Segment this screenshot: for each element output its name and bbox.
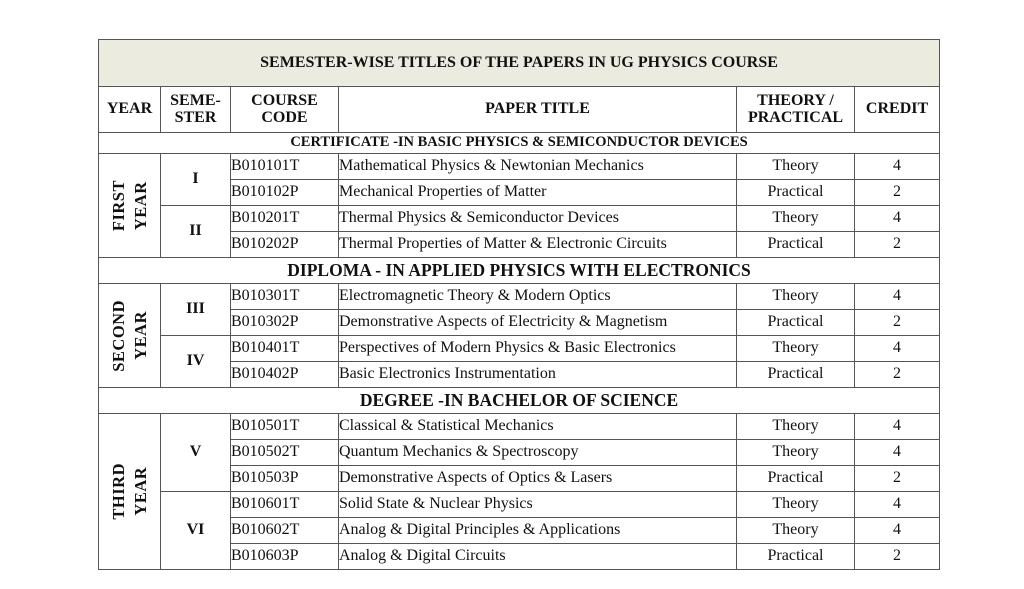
year-label-wrap [99, 300, 160, 372]
credit-cell: 2 [855, 362, 940, 388]
credit-cell: 4 [855, 440, 940, 466]
type-cell: Practical [737, 466, 855, 492]
section-heading-row [99, 258, 940, 284]
credit-cell: 2 [855, 544, 940, 570]
header-year [99, 87, 161, 133]
header-type-line1: THEORY / [757, 91, 834, 109]
paper-title-cell: Thermal Properties of Matter & Electronic Circuits [339, 232, 737, 258]
year-label-line1: SECOND [108, 299, 128, 372]
header-credit [855, 87, 940, 133]
section-heading-row [99, 133, 940, 154]
section-heading: CERTIFICATE -IN BASIC PHYSICS & SEMICONDUCTOR DEVICES [99, 133, 940, 154]
header-paper-title [339, 87, 737, 133]
paper-title-cell: Thermal Physics & Semiconductor Devices [339, 206, 737, 232]
course-code-cell: B010603P [231, 544, 339, 570]
table-row [99, 414, 940, 440]
paper-title-cell: Classical & Statistical Mechanics [339, 414, 737, 440]
paper-title-cell: Demonstrative Aspects of Optics & Lasers [339, 466, 737, 492]
header-code-line2: CODE [261, 108, 308, 126]
type-cell: Theory [737, 440, 855, 466]
year-cell [99, 284, 161, 388]
section-heading: DEGREE -IN BACHELOR OF SCIENCE [99, 388, 940, 414]
paper-title-cell: Demonstrative Aspects of Electricity & Magnetism [339, 310, 737, 336]
header-semester-line1: SEME- [170, 91, 221, 109]
header-row [99, 87, 940, 133]
header-semester [161, 87, 231, 133]
credit-cell: 2 [855, 180, 940, 206]
credit-cell: 4 [855, 492, 940, 518]
semester-cell: I [161, 154, 231, 206]
course-code-cell: B010102P [231, 180, 339, 206]
table-row [99, 492, 940, 518]
course-code-cell: B010101T [231, 154, 339, 180]
paper-title-cell: Perspectives of Modern Physics & Basic Electronics [339, 336, 737, 362]
paper-title-cell: Mechanical Properties of Matter [339, 180, 737, 206]
course-code-cell: B010601T [231, 492, 339, 518]
semester-cell: VI [161, 492, 231, 570]
credit-cell: 4 [855, 206, 940, 232]
course-code-cell: B010201T [231, 206, 339, 232]
type-cell: Theory [737, 414, 855, 440]
course-code-cell: B010402P [231, 362, 339, 388]
table-row [99, 284, 940, 310]
header-credit-label: CREDIT [865, 100, 929, 118]
year-label-line1: FIRST [108, 179, 128, 232]
header-code-line1: COURSE [251, 91, 318, 109]
course-code-cell: B010202P [231, 232, 339, 258]
semester-cell: II [161, 206, 231, 258]
header-course-code [231, 87, 339, 133]
type-cell: Theory [737, 154, 855, 180]
year-label-wrap [99, 180, 160, 231]
header-semester-line2: STER [174, 108, 217, 126]
paper-title-cell: Analog & Digital Circuits [339, 544, 737, 570]
paper-title-cell: Mathematical Physics & Newtonian Mechanics [339, 154, 737, 180]
year-label [108, 300, 152, 372]
type-cell: Practical [737, 362, 855, 388]
credit-cell: 2 [855, 232, 940, 258]
type-cell: Practical [737, 310, 855, 336]
credit-cell: 4 [855, 284, 940, 310]
year-label [108, 180, 152, 231]
header-year-label: YEAR [106, 100, 153, 118]
paper-title-cell: Solid State & Nuclear Physics [339, 492, 737, 518]
course-code-cell: B010503P [231, 466, 339, 492]
type-cell: Practical [737, 232, 855, 258]
year-label [108, 463, 152, 520]
type-cell: Theory [737, 206, 855, 232]
section-heading: DIPLOMA - IN APPLIED PHYSICS WITH ELECTRONICS [99, 258, 940, 284]
table-title: SEMESTER-WISE TITLES OF THE PAPERS IN UG PHYSICS COURSE [99, 40, 940, 87]
course-code-cell: B010401T [231, 336, 339, 362]
type-cell: Practical [737, 544, 855, 570]
course-code-cell: B010302P [231, 310, 339, 336]
semester-cell: IV [161, 336, 231, 388]
title-row [99, 40, 940, 87]
type-cell: Practical [737, 180, 855, 206]
credit-cell: 4 [855, 518, 940, 544]
header-paper-title-label: PAPER TITLE [485, 100, 590, 118]
credit-cell: 4 [855, 414, 940, 440]
year-cell [99, 154, 161, 258]
type-cell: Theory [737, 492, 855, 518]
course-code-cell: B010501T [231, 414, 339, 440]
paper-title-cell: Quantum Mechanics & Spectroscopy [339, 440, 737, 466]
credit-cell: 4 [855, 154, 940, 180]
type-cell: Theory [737, 336, 855, 362]
paper-title-cell: Basic Electronics Instrumentation [339, 362, 737, 388]
semester-cell: V [161, 414, 231, 492]
year-label-line1: THIRD [108, 463, 128, 520]
table-row [99, 336, 940, 362]
credit-cell: 2 [855, 466, 940, 492]
type-cell: Theory [737, 518, 855, 544]
course-code-cell: B010502T [231, 440, 339, 466]
course-code-cell: B010602T [231, 518, 339, 544]
year-label-line2: YEAR [130, 467, 150, 516]
year-cell [99, 414, 161, 570]
header-type-line2: PRACTICAL [747, 108, 844, 126]
year-label-wrap [99, 463, 160, 520]
credit-cell: 2 [855, 310, 940, 336]
table-row [99, 206, 940, 232]
year-label-line2: YEAR [130, 181, 150, 230]
credit-cell: 4 [855, 336, 940, 362]
paper-title-cell: Analog & Digital Principles & Applications [339, 518, 737, 544]
table-body [99, 40, 940, 570]
paper-title-cell: Electromagnetic Theory & Modern Optics [339, 284, 737, 310]
year-label-line2: YEAR [130, 311, 150, 360]
table-row [99, 154, 940, 180]
semester-cell: III [161, 284, 231, 336]
header-theory-practical [737, 87, 855, 133]
course-code-cell: B010301T [231, 284, 339, 310]
type-cell: Theory [737, 284, 855, 310]
section-heading-row [99, 388, 940, 414]
course-table [98, 39, 940, 570]
